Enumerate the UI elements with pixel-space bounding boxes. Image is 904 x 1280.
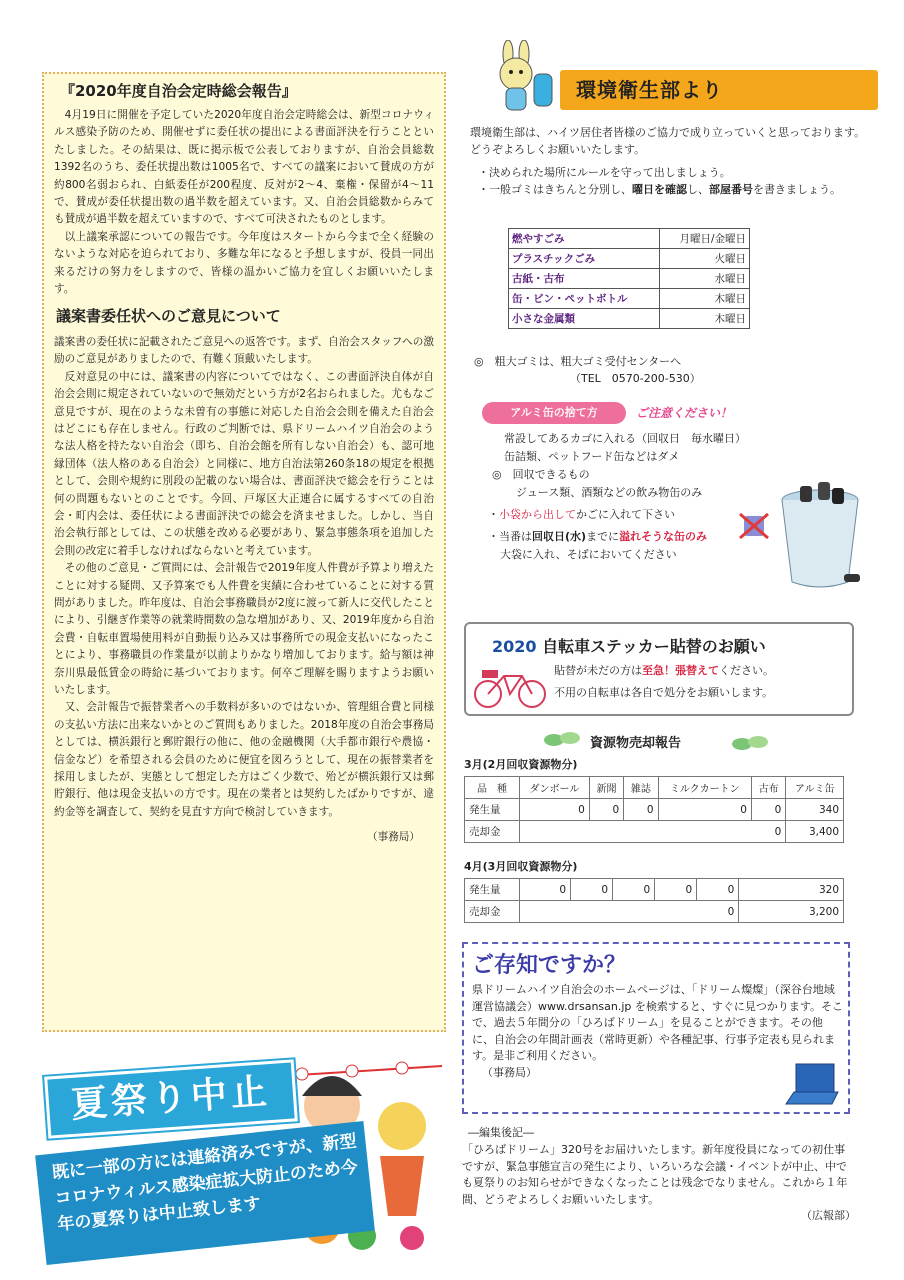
laptop-icon (784, 1062, 840, 1106)
leaf-icon (730, 732, 770, 754)
environment-rules (478, 164, 878, 198)
summer-message: 既に一部の方には連絡済みですが、新型コロナウィルス感染症拡大防止のため今年の夏祭りは中止致します (51, 1131, 359, 1236)
proxy-opinion-heading: 議案書委任状へのご意見について (56, 307, 281, 326)
garbage-schedule-table (508, 228, 750, 329)
report-title: 『2020年度自治会定時総会報告』 (60, 82, 297, 100)
environment-header (470, 40, 880, 120)
no-bag-icon (736, 510, 772, 540)
report-paragraph-2: 以上議案承認についての報告です。今年度はスタートから今まで全く経験のないような対応を迫られており、多難な年になると予想しますが、役員一同出来るだけの努力をしますので、皆様の温かいご協力を宜しくお願いいたします。 (54, 230, 434, 296)
did-you-know-title: ご存知ですか？ (472, 953, 627, 978)
aluminum-instructions: 常設してあるカゴに入れる（回収日 毎水曜日） 缶詰類、ペットフード缶などはダメ ◎ 回収できるもの ジュース類、酒類などの飲み物缶のみ ・小袋から出してかごに入れて下さい ・当番は回収日(水)までに溢れそうな缶のみ 大袋に入れ、そばにおいてください (488, 432, 746, 561)
summer-festival-notice (32, 1046, 452, 1254)
march-title: 3月(2月回収資源物分) (464, 758, 578, 771)
april-resource-table (464, 878, 844, 923)
march-resource-table (464, 776, 844, 843)
bulky-garbage-note: ◎ 粗大ゴミは、粗大ゴミ受付センターへ （TEL 0570-200-530） (474, 355, 701, 385)
environment-intro: 環境衛生部は、ハイツ居住者皆様のご協力で成り立っていくと思っております。どうぞよろしくお願いいたします。 (470, 126, 866, 156)
schedule-row: 小さな金属類 木曜日 (509, 309, 750, 329)
editor-note: 「ひろばドリーム」320号をお届けいたします。新年度役員になっての初仕事ですが、緊急事態宣言の発生により、いろいろな会議・イベントが中止、中でも夏祭りのお知らせができなくなったことは残念でなりません。これから１年間、どうぞよろしくお願いいたします。 （広報部） (462, 1143, 856, 1222)
rule-1: ・決められた場所にルールを守って出しましょう。 (478, 166, 731, 179)
report-paragraph-1: 4月19日に開催を予定していた2020年度自治会定時総会は、新型コロナウィルス感染予防のため、開催せずに委任状の提出による書面評決を行うことといたしました。その結果は、既に掲示板で公表しておりますが、自治会員総数1392名のうち、委任状提出数は1005名で、すべての議案において賛成の方が約800名弱おられ、白紙委任が200程度、反対が2〜4、棄権・保留が4〜11で、賛成が委任状提出数の過半数を超えています。又、自治会員総数からみても賛成が過半数を超えていますので、すべて可決されたものとします。 (54, 109, 434, 226)
table-row: 売却金 0 3,200 (465, 901, 844, 923)
bicycle-sticker-notice (464, 622, 854, 716)
aluminum-caution: ご注意ください！ (636, 406, 733, 420)
table-row: 発生量 0 0 0 0 0 320 (465, 879, 844, 901)
general-meeting-report (42, 72, 446, 1032)
environment-title: 環境衛生部より (576, 78, 723, 102)
table-row: 発生量 0 0 0 0 0 340 (465, 799, 844, 821)
report-paragraph-6: 又、会計報告で振替業者への手数料が多いのではないか、管理組合費と同様の支払い方法に出来ないかとのご質問もありました。2018年度の自治会事務局としては、横浜銀行と郵貯銀行の他に、他の金融機関（大手都市銀行や農協・信金など）を希望される会員のために便宜を図ろうとして、現在の振替業者を採用しましたが、実態として想定した方はごく少数で、殆どが横浜銀行又は郵貯銀行、他は現金支払いの方です。現在の業者とは契約したばかりですが、違約金等を調査して、契約を見直す方向で検討していきます。 (54, 701, 434, 818)
bicycle-icon (472, 660, 548, 710)
sticker-title: 2020 自転車ステッカー貼替のお願い (492, 637, 766, 656)
rule-2: ・一般ゴミはきちんと分別し、曜日を確認し、部屋番号を書きましょう。 (478, 183, 841, 196)
aluminum-can-tag: アルミ缶の捨て方 (482, 402, 626, 424)
april-title: 4月(3月回収資源物分) (464, 860, 578, 873)
schedule-row: プラスチックごみ 火曜日 (509, 249, 750, 269)
report-signature: （事務局） (367, 831, 420, 844)
leaf-icon (542, 728, 582, 750)
did-you-know-body: 県ドリームハイツ自治会のホームページは、「ドリーム燦燦」（深谷台地域運営協議会）www.drsansan.jp を検索すると、すぐに見つかります。そこで、過去５年間分の「ひろばドリーム」を見ることができます。その他に、自治会の年間計画表（常時更新）や各種記事、行事予定表も見られます。是非ご利用ください。 （事務局） (472, 983, 844, 1079)
sticker-line-2: 不用の自転車は各自で処分をお願いします。 (554, 686, 774, 699)
schedule-row: 古紙・古布 水曜日 (509, 269, 750, 289)
trash-can-icon (774, 478, 866, 596)
editor-note-title: ―編集後記― (468, 1126, 534, 1139)
summer-festival-title: 夏祭り中止 (44, 1059, 298, 1138)
report-paragraph-4: 反対意見の中には、議案書の内容についてではなく、この書面評決自体が自治会会則に規定されていないので無効だという方が2名おられました。尤もなご意見ですが、現在のような未曽有の事態に対応した自治会会則を備えた自治会はどこにも存在しません。行政のご判断では、県ドリームハイツ自治会のような法人格を持たない自治会（即ち、自治会館を所有しない自治会）も、認可地縁団体（法人格のある自治会）と同様に、地方自治法第260条18の規定を根拠として、会則や規約に別段の記載のない場合は、書面評決で総会を行うことは何の問題もないとのことです。今回、戸塚区大正連合に属するすべての自治会・町内会は、委任状による書面評決での総会を済ませました。しかし、当自治会執行部としては、この状態を改める必要があり、緊急事態条項を追加した会則の改定に着手しなければならないと考えています。 (54, 370, 434, 557)
report-paragraph-3: 議案書の委任状に記載されたご意見への返答です。まず、自治会スタッフへの激励のご意見がありましたので、有難く頂戴いたします。 (54, 335, 434, 366)
table-header-row: 品 種 ダンボール 新聞 雑誌 ミルクカートン 古布 アルミ缶 (465, 777, 844, 799)
schedule-row: 燃やすごみ 月曜日/金曜日 (509, 229, 750, 249)
schedule-row: 缶・ビン・ペットボトル 木曜日 (509, 289, 750, 309)
did-you-know-box (462, 942, 850, 1114)
resource-sales-title: 資源物売却報告 (590, 736, 682, 751)
table-row: 売却金 0 3,400 (465, 821, 844, 843)
report-paragraph-5: その他のご意見・ご質問には、会計報告で2019年度人件費が予算より増えたことに対する疑問、又予算案でも人件費を実績に合わせていることに対する質問がありました。昨年度は、自治会事務職員が2度に渡って新人に交代したことにより、引継ぎ作業等の就業時間数の急な増加があり、又、2019年度から自治会費・自転車置場使用料が自動振り込み又は事務所での現金支払いになったことにより、事務職員の作業量が以前よりかなり増加しております。給与額は神奈川県最低賃金の時給に基づいております。何卒ご理解を賜りますようお願いいたします。 (54, 562, 434, 696)
mascot-icon (478, 40, 558, 116)
sticker-line-1: 貼替が未だの方は至急！張替えてください。 (554, 664, 774, 677)
